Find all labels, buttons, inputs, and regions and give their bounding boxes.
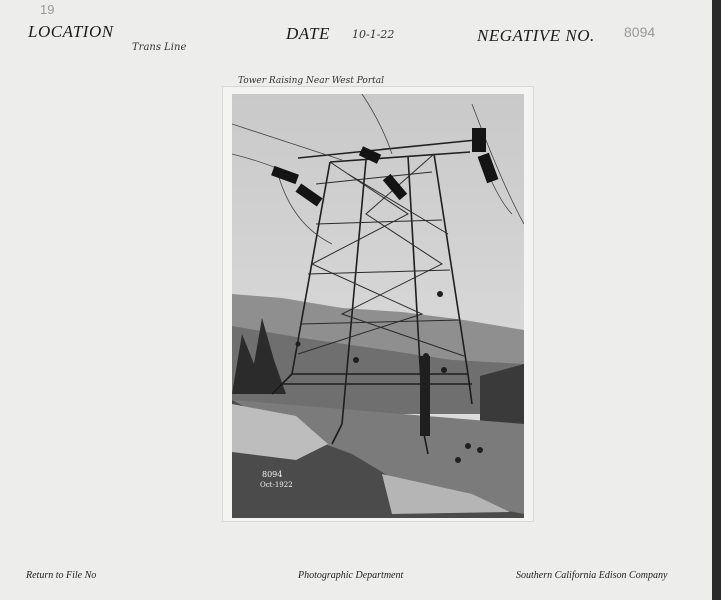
corner-mark: 19	[40, 2, 55, 17]
location-value: Trans Line	[132, 42, 187, 53]
footer-department: Photographic Department	[298, 570, 404, 581]
location-label: LOCATION	[28, 22, 114, 41]
negative-label: NEGATIVE NO.	[477, 26, 595, 45]
footer-return-label: Return to File No	[26, 570, 97, 581]
tower-photograph	[232, 94, 524, 518]
plate-date: Oct-1922	[260, 481, 293, 489]
footer-company: Southern California Edison Company	[516, 570, 668, 581]
date-label: DATE	[286, 24, 330, 43]
negative-value: 8094	[624, 24, 656, 40]
plate-number: 8094	[262, 470, 283, 479]
photo-caption: Tower Raising Near West Portal	[238, 76, 384, 86]
date-value: 10-1-22	[352, 28, 395, 41]
card-edge	[712, 0, 721, 600]
